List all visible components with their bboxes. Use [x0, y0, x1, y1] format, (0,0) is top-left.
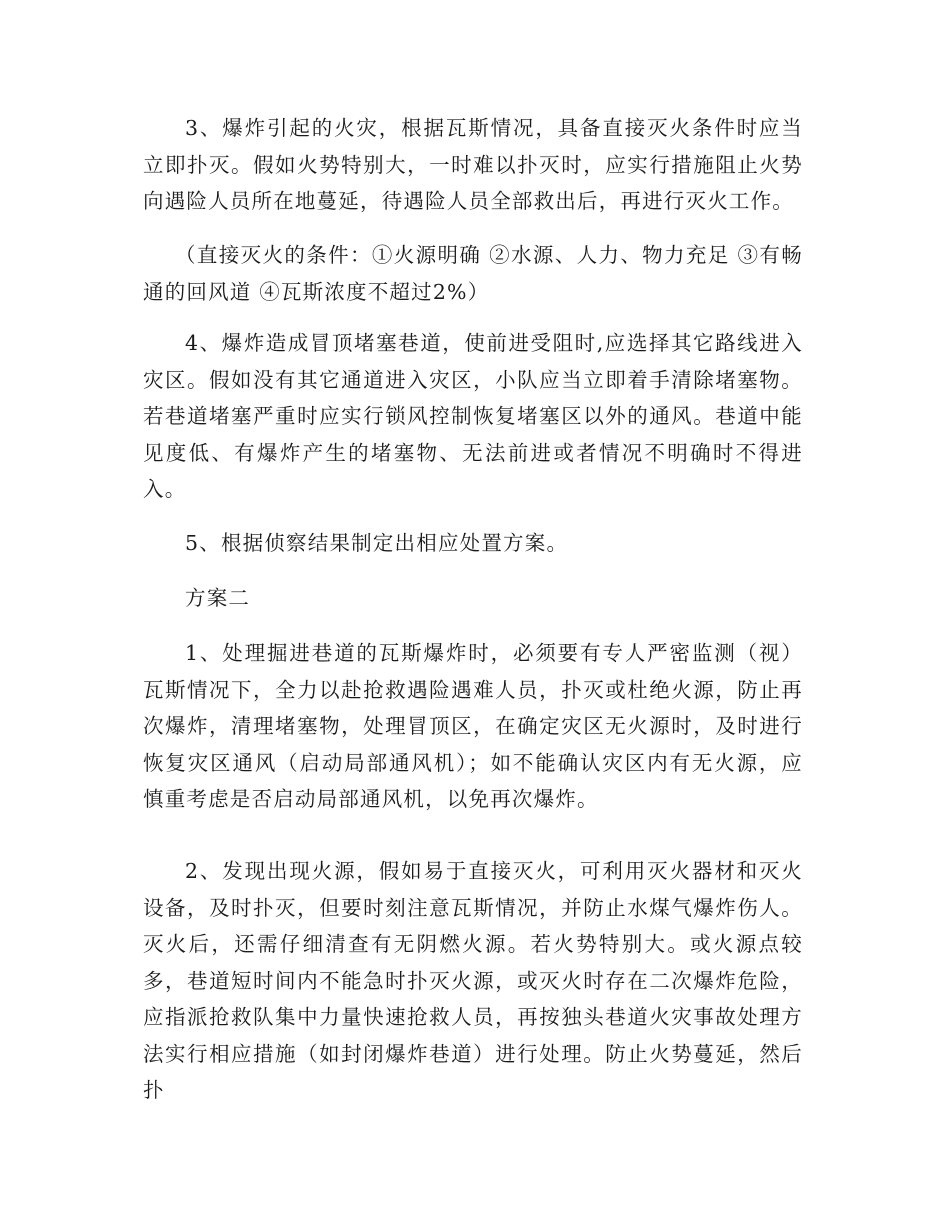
paragraph-fire-source-handling: 2、发现出现火源，假如易于直接灭火，可利用灭火器材和灭火设备，及时扑灭，但要时刻注意瓦斯情况，并防止水煤气爆炸伤人。灭火后，还需仔细清查有无阴燃火源。若火势特别大。或火源点较多，巷道短时间内不能急时扑灭火源，或灭火时存在二次爆炸危险，应指派抢救队集中力量快速抢救人员，再按独头巷道火灾事故处理方法实行相应措施（如封闭爆炸巷道）进行处理。防止火势蔓延，然后扑 [143, 859, 803, 1102]
paragraph-direct-extinguish-conditions: （直接灭火的条件：①火源明确 ②水源、人力、物力充足 ③有畅通的回风道 ④瓦斯浓度不超过2%） [143, 243, 803, 304]
section-heading-plan-two: 方案二 [185, 586, 251, 610]
paragraph-explosion-fire: 3、爆炸引起的火灾，根据瓦斯情况，具备直接灭火条件时应当立即扑灭。假如火势特别大，一时难以扑灭时，应实行措施阻止火势向遇险人员所在地蔓延，待遇险人员全部救出后，再进行灭火工作。 [143, 116, 803, 213]
paragraph-disposal-plan: 5、根据侦察结果制定出相应处置方案。 [185, 531, 569, 555]
paragraph-roof-fall-blockage: 4、爆炸造成冒顶堵塞巷道，使前进受阻时,应选择其它路线进入灾区。假如没有其它通道进入灾区，小队应当立即着手清除堵塞物。若巷道堵塞严重时应实行锁风控制恢复堵塞区以外的通风。巷道中能见度低、有爆炸产生的堵塞物、无法前进或者情况不明确时不得进入。 [143, 331, 803, 501]
paragraph-heading-gas-explosion: 1、处理掘进巷道的瓦斯爆炸时，必须要有专人严密监测（视）瓦斯情况下，全力以赴抢救遇险遇难人员，扑灭或杜绝火源，防止再次爆炸，清理堵塞物，处理冒顶区，在确定灾区无火源时，及时进行恢复灾区通风（启动局部通风机）；如不能确认灾区内有无火源，应慎重考虑是否启动局部通风机，以免再次爆炸。 [143, 641, 803, 811]
